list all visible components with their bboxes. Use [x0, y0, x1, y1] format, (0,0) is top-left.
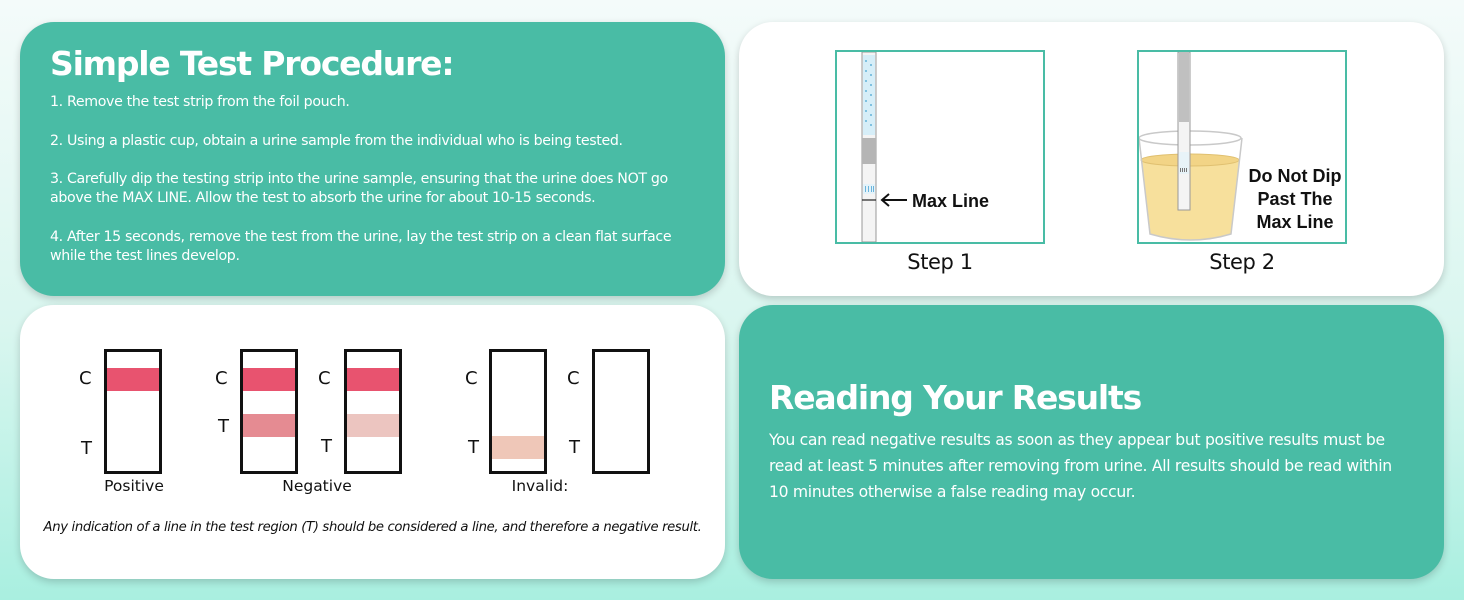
control-label: C: [318, 368, 331, 389]
control-line: [107, 368, 159, 391]
control-line: [243, 368, 295, 391]
result-disclaimer: Any indication of a line in the test region (T) should be considered a line, and therefore a negative result.: [43, 520, 702, 535]
control-line: [347, 368, 399, 391]
result-strip-invalid-test-only: [489, 349, 547, 474]
reading-body: You can read negative results as soon as they appear but positive results must be read at least 5 minutes after removing from urine. All results should be read within 10 minutes otherwise a false reading may occur.: [769, 431, 1392, 501]
control-label: C: [215, 368, 228, 389]
test-label: T: [218, 416, 229, 437]
procedure-step-4: 4. After 15 seconds, remove the test from the urine, lay the test strip on a clean flat surface while the test lines develop.: [50, 228, 672, 264]
control-label: C: [79, 368, 92, 389]
reading-results-card: [739, 305, 1444, 579]
step1-illustration: [835, 50, 1045, 244]
test-line: [243, 414, 295, 437]
cup-dip-image: [1139, 52, 1345, 242]
results-chart-card: [20, 305, 725, 579]
test-label: T: [321, 436, 332, 457]
reading-title: Reading Your Results: [769, 378, 1142, 417]
test-strip-max-line-image: [837, 52, 1043, 242]
warning-line-2: Past The: [1257, 189, 1333, 209]
step2-illustration: [1137, 50, 1347, 244]
procedure-step-2: 2. Using a plastic cup, obtain a urine sample from the individual who is being tested.: [50, 132, 623, 149]
test-label: T: [468, 437, 479, 458]
test-label: T: [569, 437, 580, 458]
result-strip-negative-faint: [344, 349, 402, 474]
warning-line-1: Do Not Dip: [1248, 166, 1342, 186]
test-line: [347, 414, 399, 437]
result-strip-invalid-blank: [592, 349, 650, 474]
test-label: T: [81, 438, 92, 459]
max-line-label: Max Line: [912, 191, 990, 211]
procedure-step-3: 3. Carefully dip the testing strip into the urine sample, ensuring that the urine does NOT go above the MAX LINE. Allow the test to absorb the urine for about 10-15 seconds.: [50, 171, 668, 206]
positive-label: Positive: [104, 477, 164, 495]
result-strip-negative-strong: [240, 349, 298, 474]
warning-line-3: Max Line: [1256, 212, 1334, 232]
step2-caption: Step 2: [1209, 250, 1275, 274]
result-strip-positive: [104, 349, 162, 474]
negative-label: Negative: [282, 477, 352, 495]
procedure-card: [20, 22, 725, 296]
test-line: [492, 436, 544, 459]
invalid-label: Invalid:: [511, 477, 569, 495]
step1-caption: Step 1: [907, 250, 973, 274]
procedure-step-1: 1. Remove the test strip from the foil pouch.: [50, 94, 350, 110]
control-label: C: [567, 368, 580, 389]
steps-card: [739, 22, 1444, 296]
control-label: C: [465, 368, 478, 389]
procedure-title: Simple Test Procedure:: [50, 44, 454, 83]
